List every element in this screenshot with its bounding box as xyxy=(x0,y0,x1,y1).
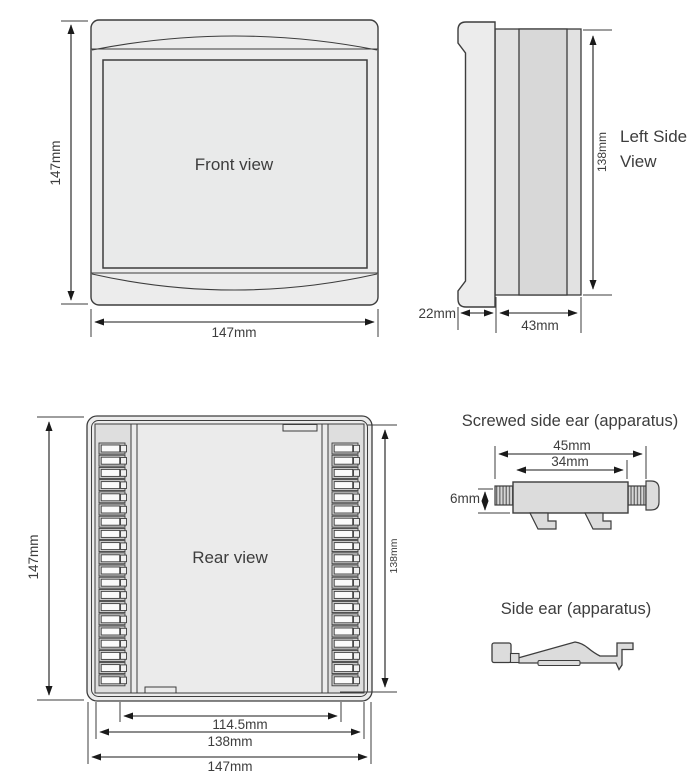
terminal-block-cell xyxy=(332,541,360,552)
rear-terminal-span-dimension xyxy=(120,702,341,732)
terminal-block-cell xyxy=(99,480,127,491)
screwed-ear-left-foot xyxy=(530,513,556,529)
screwed-ear-body-label: 34mm xyxy=(551,454,589,469)
side-case-middle-section xyxy=(519,29,567,295)
terminal-block-cell xyxy=(99,443,127,454)
screwed-ear-diameter-label: 6mm xyxy=(450,491,480,506)
terminal-block-cell xyxy=(332,663,360,674)
terminal-block-cell xyxy=(99,553,127,564)
rear-top-tab xyxy=(283,425,317,432)
terminal-block-cell xyxy=(332,650,360,661)
front-height-dim-label: 147mm xyxy=(48,140,63,186)
front-height-dimension xyxy=(48,21,88,304)
front-view-drawing xyxy=(48,20,378,340)
side-view-label-line2: View xyxy=(620,152,657,171)
terminal-block-cell xyxy=(332,577,360,588)
terminal-block-cell xyxy=(99,602,127,613)
front-view-label: Front view xyxy=(194,155,274,174)
rear-height-dim-label: 147mm xyxy=(26,534,41,580)
screwed-ear-right-foot xyxy=(585,513,611,529)
terminal-block-cell xyxy=(332,504,360,515)
screwed-side-ear-drawing xyxy=(450,412,678,529)
terminal-block-cell xyxy=(332,492,360,503)
rear-height-dimension xyxy=(26,417,84,700)
terminal-block-cell xyxy=(332,443,360,454)
terminal-block-cell xyxy=(99,614,127,625)
side-bezel-depth-label: 22mm xyxy=(418,306,456,321)
side-height-dimension xyxy=(583,30,612,295)
rear-width-dim-label: 147mm xyxy=(207,759,253,774)
screwed-ear-screw-head xyxy=(646,481,659,510)
terminal-block-cell xyxy=(99,455,127,466)
terminal-block-cell xyxy=(99,626,127,637)
rear-view-label: Rear view xyxy=(192,548,268,567)
screwed-ear-right-thread xyxy=(628,486,646,505)
side-view-label-line1: Left Side xyxy=(620,127,688,146)
terminal-block-cell xyxy=(99,675,127,686)
side-ear-title: Side ear (apparatus) xyxy=(500,600,652,618)
terminal-block-cell xyxy=(99,650,127,661)
screwed-ear-left-thread xyxy=(495,486,513,505)
terminal-block-cell xyxy=(332,480,360,491)
terminal-block-cell xyxy=(99,565,127,576)
terminal-block-cell xyxy=(99,504,127,515)
terminal-block-cell xyxy=(332,614,360,625)
terminal-block-cell xyxy=(99,638,127,649)
terminal-block-cell xyxy=(332,528,360,539)
terminal-block-cell xyxy=(332,553,360,564)
screwed-side-ear-title: Screwed side ear (apparatus) xyxy=(461,412,679,430)
side-ear-step-block xyxy=(511,654,520,663)
terminal-block-cell xyxy=(332,675,360,686)
side-case-depth-label: 43mm xyxy=(521,318,559,333)
side-case-depth-dimension xyxy=(500,297,581,333)
terminal-block-cell xyxy=(332,565,360,576)
side-front-bezel-profile xyxy=(458,22,495,307)
terminal-block-cell xyxy=(99,528,127,539)
rear-right-rail xyxy=(322,424,328,693)
terminal-block-cell xyxy=(332,626,360,637)
terminal-block-cell xyxy=(332,467,360,478)
terminal-block-cell xyxy=(99,577,127,588)
terminal-block-cell xyxy=(332,602,360,613)
screwed-ear-body-dimension xyxy=(517,454,627,479)
terminal-block-cell xyxy=(332,638,360,649)
rear-terminal-span-label: 114.5mm xyxy=(212,717,268,732)
rear-left-rail xyxy=(131,424,137,693)
terminal-block-cell xyxy=(99,663,127,674)
terminal-block-cell xyxy=(99,589,127,600)
terminal-block-cell xyxy=(99,467,127,478)
terminal-block-cell xyxy=(99,492,127,503)
terminal-block-cell xyxy=(332,589,360,600)
rear-bottom-tab xyxy=(145,687,176,693)
side-height-dim-label: 138mm xyxy=(595,131,609,173)
terminal-block-cell xyxy=(99,516,127,527)
rear-case-height-dim-label: 138mm xyxy=(388,538,400,574)
side-ear-end-block xyxy=(492,643,511,663)
rear-case-width-dim-label: 138mm xyxy=(207,734,253,749)
terminal-block-cell xyxy=(332,516,360,527)
side-ear-slot-bar xyxy=(538,661,580,666)
terminal-block-cell xyxy=(99,541,127,552)
terminal-block-cell xyxy=(332,455,360,466)
front-width-dim-label: 147mm xyxy=(211,325,257,340)
side-ear-drawing xyxy=(492,600,651,670)
screwed-ear-body xyxy=(513,482,628,513)
screwed-ear-overall-label: 45mm xyxy=(553,438,591,453)
left-side-view-drawing xyxy=(418,22,687,333)
front-width-dimension xyxy=(91,309,378,340)
rear-view-drawing xyxy=(26,416,400,774)
